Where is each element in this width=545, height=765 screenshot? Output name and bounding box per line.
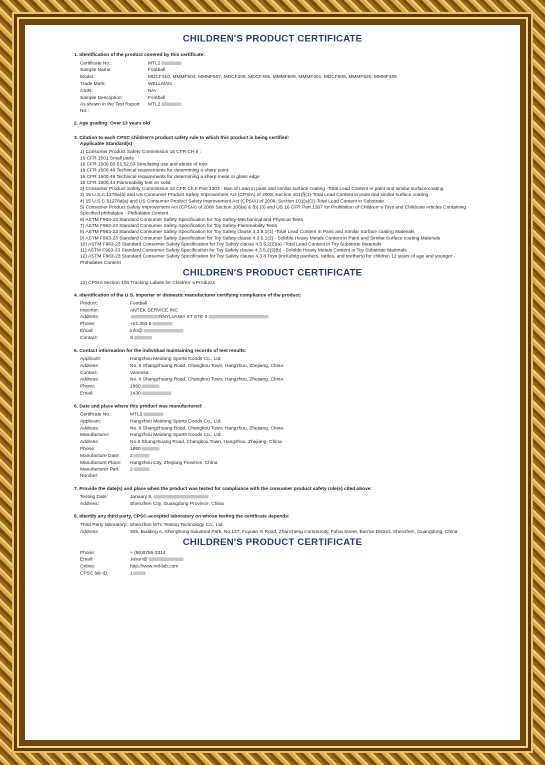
redacted-mark — [208, 315, 268, 319]
row-value: Football — [148, 94, 166, 101]
row-value: No. 6 Shangzhuang Road, Changkou Town, Hangzhou, Zhejiang, China — [130, 376, 283, 383]
row-value: Vanessa — [130, 369, 149, 376]
row-key: Address: — [80, 314, 99, 320]
row-key: Contact: — [80, 334, 98, 341]
standard-line: 4) 15 U.S.C.§1278a(a) and US Consumer Product Safety Improvement Act (CPSIA) of 2008, Section 101(a)(2)-Total Lead Content in Substrate — [80, 198, 384, 204]
row-value: Hangzhou Meidong Sports Goods Co., Ltd. — [130, 432, 222, 438]
table-row — [80, 328, 471, 335]
redacted-mark — [142, 385, 160, 389]
row-value: http://www.mtl-lab.com — [130, 563, 179, 570]
table-row — [80, 384, 471, 391]
row-key: Certificate No.: — [80, 411, 112, 418]
row-key: Trade Mark: — [80, 80, 106, 87]
table-row — [80, 557, 471, 564]
row-key: Address: — [80, 425, 99, 431]
table-row — [80, 522, 471, 529]
row-value: January 8, — [130, 494, 471, 501]
row-key: Model: — [80, 74, 95, 80]
standard-line: 5) Consumer Product Safety Improvement Act (CPSIA) of 2008 Section 108(a) & (b) (3) and US 16 CFR Part 1307 for Prohibition of Children' s Toys and Childcare Articles Containing Specified phthalates - Phthalates Content — [80, 204, 467, 217]
row-key: Sample Name: — [80, 67, 112, 73]
row-key: Product: — [80, 300, 98, 306]
row-value: No.6 Shangzhuang Road, Changkou Town, Hangzhou, Zhejiang, China — [130, 439, 282, 445]
row-value: Shenzhen MTL Testing Technology Co., Ltd. — [130, 521, 224, 528]
row-value: 1 — [130, 570, 471, 577]
table-row — [80, 467, 471, 480]
section-7-heading: 7. Provide the date(s) and place when the product was tested for compliance with the consumer product safety rule(s) cited above: — [74, 485, 373, 492]
redacted-mark — [134, 454, 150, 458]
row-key: Certificate No.: — [80, 60, 112, 66]
section-1-table — [80, 60, 471, 114]
section-4-table — [80, 300, 471, 341]
section-3-heading: 3. Citation to each CPSC children's product safety rule to which this product is being certified: Applicable Standard(s) — [74, 135, 471, 147]
row-value: No. 6 Shangzhuang Road, Changkou Town, Hangzhou, Zhejiang, China — [130, 425, 283, 431]
standard-line: 16 CFR 1500.44 Flammability test on solid — [80, 179, 171, 186]
row-key: Testing Date: — [80, 493, 108, 500]
row-value: S — [130, 335, 471, 342]
standard-line: 3) 15 U.S.C.1278a(a) and US Consumer Product Safety Improvement Act (CPSIA) of 2008, Section 101(f)(1)-Total Lead Content in paint and similar surface coating — [80, 192, 429, 198]
redacted-mark — [131, 315, 159, 319]
row-key: Email: — [80, 328, 94, 334]
standard-line: 1) Consumer Product Safety Commission 16 CFR CH.II : — [80, 149, 202, 155]
row-key: ASIN: — [80, 87, 93, 94]
standard-line: 16 CFR 1501 Small parts — [80, 155, 134, 161]
certificate-title-repeat: CHILDREN'S PRODUCT CERTIFICATE — [182, 267, 363, 278]
row-value: MTL2 — [148, 102, 471, 115]
row-key: Manufacturer Part Number: — [80, 466, 119, 479]
row-key: Address: — [80, 376, 99, 383]
standard-line: 11) ASTM F963-23 Standard Consumer Safety Specification for Toy Safety clause 4.3.5.2(2)(b) - Soluble Heavy Metals Content in Toy Substrate Materials — [80, 247, 407, 254]
standard-line: 16 CFR 1500.48 Technical requirements for determining a sharp point — [80, 167, 229, 174]
table-row — [80, 370, 471, 377]
table-row — [80, 81, 471, 88]
table-row — [80, 363, 471, 370]
redacted-mark — [143, 413, 163, 417]
table-row — [80, 425, 471, 432]
row-key: Manufacture Date: — [80, 452, 120, 459]
redacted-mark — [144, 329, 184, 333]
row-value: No. 6 Shangzhuang Road, Changkou Town, Hangzhou, Zhejiang, China — [130, 362, 283, 369]
row-value: 2 — [130, 453, 471, 460]
redacted-mark — [134, 571, 146, 575]
row-value: Jason@ — [130, 557, 471, 564]
row-value: Shenzhen City, Guangdong Province, China — [130, 500, 224, 507]
redacted-mark — [142, 391, 172, 395]
certificate-title-repeat: CHILDREN'S PRODUCT CERTIFICATE — [182, 537, 363, 548]
standard-line: 9) ASTM F963-23 Standard Consumer Safety Specification for Toy Safety clause 4.3.5.1(2) - Soluble Heavy Metals Content in Paint and Similar Surface coating Materials — [80, 235, 441, 241]
table-row — [80, 60, 471, 67]
row-key: Contact: — [80, 369, 98, 376]
standard-line: 16 CFR 1500.49 Technical requirements for determining a sharp metal or glass edge — [80, 173, 260, 180]
row-value: 305, Building A, Shenghong Industrial Park, No.137, Fuyuan Yi Road, Zhancheng Community, Fuhai Street, Bao'an District, Shenzhen, Guangdong, China — [130, 528, 458, 535]
row-value: MDCF310, MMMF504, MMMF507, MDCF206, MDCF405, MMMF509, MMMF401, MDCF506, MMMF530, MMMF406 — [148, 74, 397, 80]
redacted-mark — [153, 495, 208, 499]
section-5-heading: 5. Contact information for the individual maintaining records of test results: — [74, 347, 247, 354]
table-row — [80, 529, 471, 536]
table-row — [80, 564, 471, 571]
standard-line: 6) ASTM F963-23 Standard Consumer Safety Specification for Toy Safety-Mechanical and Physical Tests — [80, 216, 303, 223]
standard-line: 16 CFR 1500.50-51,52,53 Simulating use and abuse of toys — [80, 161, 208, 167]
table-row — [80, 418, 471, 425]
row-key: Importer: — [80, 307, 100, 313]
row-key: Address: — [80, 528, 99, 535]
table-row — [80, 501, 471, 508]
redacted-mark — [161, 61, 181, 65]
row-key: As shown in the Test Report No.: — [80, 101, 140, 114]
table-row — [80, 412, 471, 419]
certificate-paper — [25, 25, 520, 740]
row-key: Email: — [80, 556, 94, 563]
certificate-title: CHILDREN'S PRODUCT CERTIFICATE — [182, 33, 363, 44]
table-row — [80, 356, 471, 363]
table-row — [80, 377, 471, 384]
standard-line: 2) Consumer Product Safety Commission 16 CFR Ch.II Part 1303 - Ban of Lead in paint and similar surface coating -Total Lead Content in paint and similar surface coating — [80, 186, 444, 192]
row-value: 1430 — [130, 390, 471, 397]
table-row — [80, 439, 471, 446]
row-value: Hangzhou Meidong Sports Goods Co., Ltd. — [130, 355, 222, 362]
row-value: Hangzhou City, Zhejiang Province, China — [130, 459, 218, 466]
row-key: Email: — [80, 390, 94, 396]
row-value: MTL2 — [148, 60, 471, 67]
table-row — [80, 570, 471, 577]
row-value: WELLMAN — [148, 80, 172, 87]
standard-line: 13) CPSIA Section 103 Tracking Labels for Children' s Products — [80, 280, 216, 286]
row-key: Manufacture Place: — [80, 459, 122, 466]
table-row — [80, 300, 471, 307]
table-row — [80, 550, 471, 557]
table-row — [80, 453, 471, 460]
row-key: Phone: — [80, 383, 96, 390]
row-key: Applicant: — [80, 355, 102, 362]
standards-subheading: Applicable Standard(s) — [80, 141, 133, 147]
section-8-heading: 8. Identify any third party, CPSC-accepted laboratory on whose testing the certificate depends: — [74, 513, 290, 520]
row-key: Manufacturer: — [80, 432, 110, 438]
row-value: MTL2 — [130, 412, 471, 419]
table-row — [80, 390, 471, 397]
row-key: Phone: — [80, 446, 96, 452]
row-key: Address: — [80, 362, 99, 369]
row-key: Address: — [80, 439, 99, 445]
redacted-mark — [134, 336, 152, 340]
table-row — [80, 335, 471, 342]
table-row — [80, 67, 471, 74]
certificate-document — [25, 25, 520, 577]
section-8-contact-table — [80, 550, 471, 578]
row-value: 1860 — [130, 384, 471, 391]
redacted-mark — [134, 468, 150, 472]
row-value: N/A — [148, 87, 156, 94]
section-8-table — [80, 522, 471, 536]
table-row — [80, 446, 471, 453]
section-5-table — [80, 356, 471, 397]
table-row — [80, 88, 471, 95]
row-value: Football — [130, 300, 148, 306]
section-2-heading: 2. Age grading: Over 13 years old — [74, 120, 151, 127]
row-value: Football — [148, 67, 166, 73]
section-4-heading: 4. Identification of the U.S. importer or domestic manufacturer certifying compliance of the product: — [74, 292, 302, 298]
table-row — [80, 307, 471, 314]
row-key: Third Party laboratory: — [80, 521, 128, 528]
row-key: Online: — [80, 563, 96, 570]
row-value: 2 — [130, 467, 471, 480]
row-key: Sample Description: — [80, 94, 123, 101]
redacted-mark — [161, 103, 181, 107]
table-row — [80, 102, 471, 115]
redacted-mark — [142, 447, 160, 451]
row-key: Phone: — [80, 321, 96, 327]
row-value: + (86)0755-3314 — [130, 549, 166, 556]
section-6-heading: 6. Date and place where this product was manufactured: — [74, 403, 203, 409]
row-key: CPSC lab ID: — [80, 570, 109, 576]
standard-line: 12) ASTM F963-23 Standard Consumer Safety Specification for Toy Safety clause 4.3.8 Toys (including pacifiers, rattles, and teethers) for children 12 years of age and younger - Phthalates Content — [80, 253, 456, 266]
row-key: Applicant: — [80, 418, 102, 424]
table-row — [80, 95, 471, 102]
redacted-mark — [152, 322, 172, 326]
row-key: Phone: — [80, 549, 96, 556]
row-value: NNYLVANIA ST STE 0 — [130, 314, 471, 321]
section-7-table — [80, 494, 471, 508]
redacted-mark — [149, 558, 184, 562]
table-row — [80, 494, 471, 501]
standard-line: 10) ASTM F963-23 Standard Consumer Safety Specification for Toy Safety clause 4.3.5.2(2)(a) -Total Lead Content in Toy Substrate Materials — [80, 241, 382, 247]
row-value: 1860 — [130, 446, 471, 453]
standard-line: 7) ASTM F963-23 Standard Consumer Safety Specification for Toy Safety-Flammability Tests — [80, 222, 278, 229]
table-row — [80, 460, 471, 467]
standard-line: 8) ASTM F963-23 Standard Consumer Safety Specification for Toy Safety clause 4.3.5.1(1) -Total Lead Content in Paint and Similar Surface coating Materials — [80, 229, 415, 235]
table-row — [80, 321, 471, 328]
row-key: Address: — [80, 500, 99, 507]
row-value: +01.303.8 — [130, 321, 471, 328]
section-6-table — [80, 412, 471, 480]
section-1-heading: 1. Identification of the product covered by this certificate: — [74, 52, 205, 58]
table-row — [80, 74, 471, 81]
table-row — [80, 314, 471, 321]
table-row — [80, 432, 471, 439]
row-value: info@ — [130, 328, 471, 335]
row-value: ANTEK SERVICE INC — [130, 307, 178, 313]
row-value: Hangzhou Meidong Sports Goods Co., Ltd. — [130, 418, 222, 424]
